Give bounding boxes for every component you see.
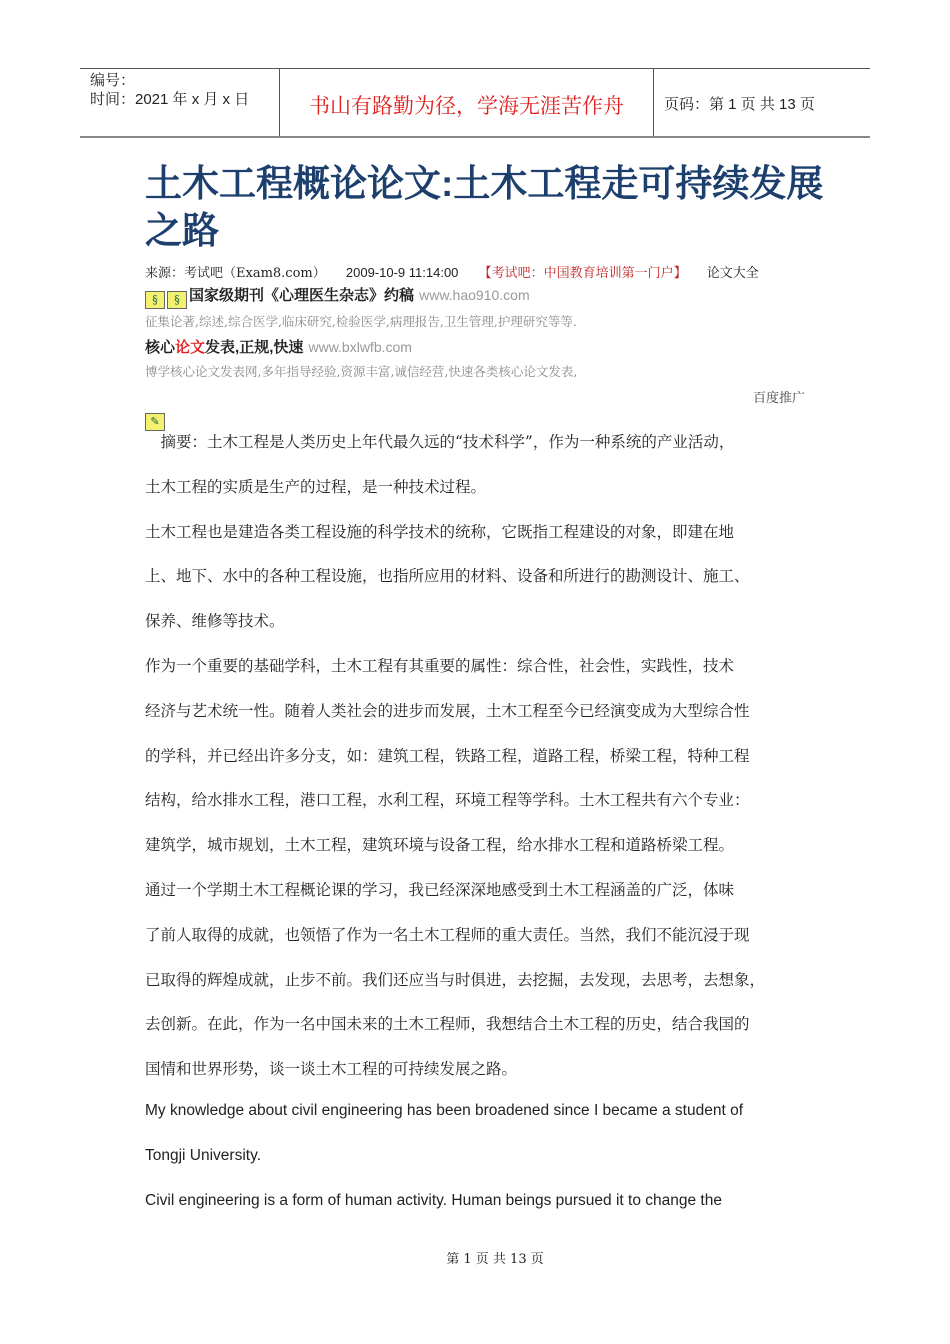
body-line: 去创新。在此，作为一名中国未来的土木工程师，我想结合土木工程的历史，结合我国的 (145, 1015, 750, 1034)
ad-1[interactable] (145, 284, 530, 309)
page-header-table (80, 68, 870, 138)
body-line: 上、地下、水中的各种工程设施，也指所应用的材料、设备和所进行的勘测设计、施工、 (145, 567, 750, 586)
body-line: 保养、维修等技术。 (145, 612, 285, 631)
body-line: 摘要：土木工程是人类历史上年代最久远的“技术科学”，作为一种系统的产业活动， (145, 433, 735, 451)
body-line: 结构，给水排水工程，港口工程，水利工程，环境工程等学科。土木工程共有六个专业： (145, 791, 750, 810)
ad-desc: 博学核心论文发表网,多年指导经验,资源丰富,诚信经营,快速各类核心论文发表, (145, 364, 578, 379)
header-info-cell (80, 69, 280, 136)
ad-url[interactable]: www.hao910.com (419, 287, 530, 303)
ad-desc: 征集论著,综述,综合医学,临床研究,检验医学,病理报告,卫生管理,护理研究等等. (145, 314, 577, 329)
meta-line (145, 262, 775, 281)
body-line: Tongji University. (145, 1146, 262, 1164)
ad-icon: § (167, 291, 187, 309)
body-line: 了前人取得的成就，也领悟了作为一名土木工程师的重大责任。当然，我们不能沉浸于现 (145, 925, 750, 944)
body-line: 作为一个重要的基础学科，土木工程有其重要的属性：综合性，社会性，实践性，技术 (145, 657, 735, 675)
category-link[interactable]: 论文大全 (706, 266, 759, 281)
image-placeholder-icon: ✎ (145, 413, 165, 431)
body-line: 国情和世界形势，谈一谈土木工程的可持续发展之路。 (145, 1060, 518, 1079)
document-title: 土木工程概论论文:土木工程走可持续发展之路 (145, 163, 824, 251)
body-line: 土木工程的实质是生产的过程，是一种技术过程。 (145, 477, 487, 496)
ad-source[interactable]: 百度推广 (752, 391, 805, 406)
body-line: Civil engineering is a form of human activity. Human beings pursued it to change the (145, 1191, 722, 1209)
body-line: My knowledge about civil engineering has been broadened since I became a student of (145, 1102, 744, 1119)
ad-title[interactable]: 国家级期刊《心理医生杂志》约稿 (189, 287, 415, 304)
ad-title-part: 发表,正规,快速 (205, 339, 304, 356)
number-label: 编号： (90, 72, 136, 89)
body-line: 土木工程也是建造各类工程设施的科学技术的统称，它既指工程建设的对象，即建在地 (145, 522, 735, 541)
time-label: 时间：2021 年 x 月 x 日 (90, 91, 250, 108)
ad-icon: § (145, 291, 165, 309)
datetime: 2009-10-9 11:14:00 (345, 265, 459, 280)
ad-2[interactable] (145, 336, 412, 357)
body-line: 的学科，并已经出许多分支，如：建筑工程，铁路工程，道路工程，桥梁工程，特种工程 (145, 746, 750, 765)
body-line: 已取得的辉煌成就，止步不前。我们还应当与时俱进，去挖掘，去发现，去思考，去想象， (145, 970, 766, 989)
ad-title[interactable] (145, 339, 303, 356)
body-line: 通过一个学期土木工程概论课的学习，我已经深深地感受到土木工程涵盖的广泛，体味 (145, 881, 735, 899)
body-line: 建筑学，城市规划，土木工程，建筑环境与设备工程，给水排水工程和道路桥梁工程。 (145, 836, 735, 855)
ad-title-part: 核心 (145, 339, 176, 356)
motto: 书山有路勤为径，学海无涯苦作舟 (280, 69, 654, 136)
page-footer: 第 1 页 共 13 页 (446, 1252, 544, 1267)
body-line: 经济与艺术统一性。随着人类社会的进步而发展，土木工程至今已经演变成为大型综合性 (145, 701, 750, 720)
site-link[interactable]: 【考试吧：中国教育培训第一门户】 (478, 266, 687, 281)
ad-url[interactable]: www.bxlwfb.com (308, 339, 412, 355)
source: 来源：考试吧（Exam8.com） (145, 266, 326, 281)
page-label: 页码：第 1 页 共 13 页 (664, 96, 815, 113)
ad-title-highlight: 论文 (175, 339, 206, 356)
